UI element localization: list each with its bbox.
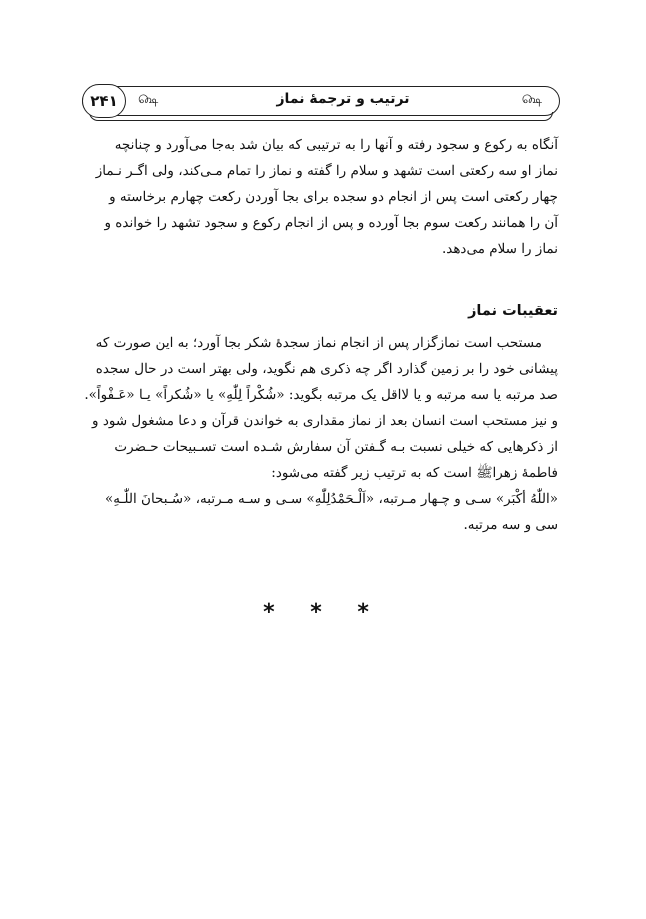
header-ornament-left: ௸: [138, 92, 159, 107]
end-of-section-mark: * * *: [263, 600, 383, 625]
page-number: ۲۴۱: [82, 84, 126, 118]
paragraph-line: فاطمهٔ زهراﷺ است که به ترتیب زیر گفته می‌شود:: [271, 465, 558, 481]
paragraph-line: از ذکرهایی که خیلی نسبت بـه گـفتن آن سفارش شـده است تسـبیحات حـضرت: [114, 439, 558, 455]
paragraph-line: مستحب است نمازگزار پس از انجام نماز سجدهٔ شکر بجا آورد؛ به این صورت که: [95, 335, 542, 351]
paragraph-1: [80, 132, 558, 262]
page-header: [82, 86, 560, 122]
paragraph-line: نماز را سلام می‌دهد.: [441, 241, 558, 257]
paragraph-line: «اللّٰهُ أکْبَر» سـی و چـهار مـرتبه، «اَلْـحَمْدُلِلّٰهِ» سـی و سـه مـرتبه، «سُـبحانَ اللّٰـهِ»: [104, 491, 558, 507]
paragraph-line: آن را همانند رکعت سوم بجا آورده و پس از انجام رکوع و سجود تشهد را خوانده و: [104, 215, 558, 231]
section-heading: تعقیبات نماز: [468, 303, 558, 319]
header-ornament-right: ௸: [521, 92, 542, 107]
paragraph-2: [80, 330, 558, 538]
paragraph-line: آنگاه به رکوع و سجود رفته و آنها را به ترتیبی که بیان شد به‌جا می‌آورد و چنانچه: [114, 137, 558, 153]
paragraph-line: و نیز مستحب است انسان بعد از نماز مقداری به خواندن قرآن و دعا مشغول شود و: [92, 413, 558, 429]
paragraph-line: سی و سه مرتبه.: [463, 517, 558, 533]
paragraph-line: صد مرتبه یا سه مرتبه و یا لااقل یک مرتبه بگوید: «شُکْراً لِلّٰهِ» یا «شُکراً» یـا «عَـفْواً».: [84, 387, 558, 403]
header-title: ترتیب و ترجمهٔ نماز: [276, 91, 410, 107]
paragraph-line: نماز او سه رکعتی است تشهد و سلام را گفته و نماز را تمام مـی‌کند، ولی اگـر نـماز: [95, 163, 558, 179]
paragraph-line: پیشانی خود را بر زمین گذارد اگر چه ذکری هم نگوید، ولی بهتر است در حال سجده: [95, 361, 558, 377]
paragraph-line: چهار رکعتی است پس از انجام دو سجده برای بجا آوردن رکعت چهارم برخاسته و: [109, 189, 558, 205]
